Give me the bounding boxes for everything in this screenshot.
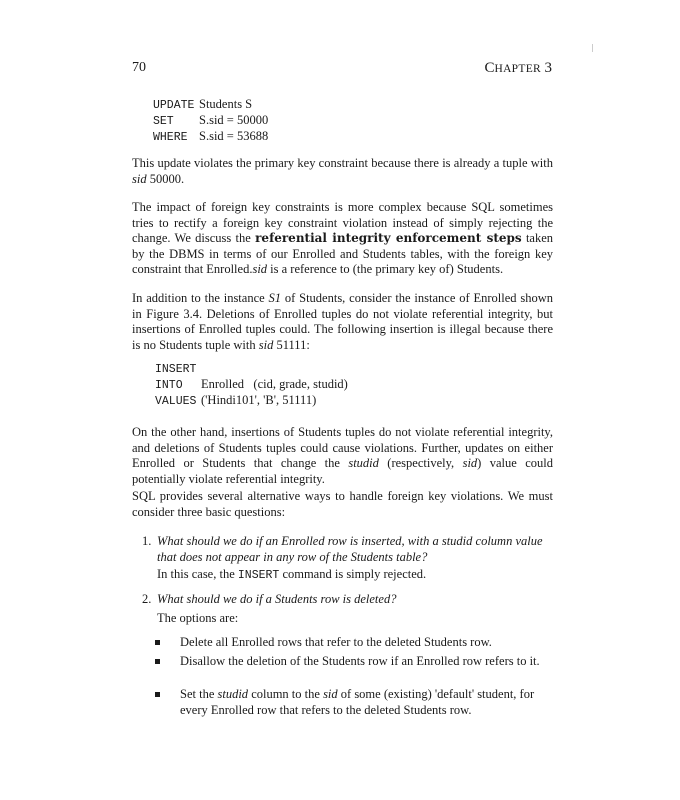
bullet-icon (155, 659, 160, 664)
answer-text: The options are: (157, 611, 239, 625)
book-page: 70 CHAPTER 3 UPDATE Students S SET S.sid = 50000 WHERE S.sid = 53688 This update violates the primary key constraint because there is already a tuple with sid 50000. The impact of foreign key constraints is more complex because SQL sometimes tries to rectify a foreign key constraint violation instead of simply rejecting the change. We discuss the referential integrity enforcement steps taken by the DBMS in terms of our Enrolled and Students tables, with the foreign key constraint that Enrolled.sid is a reference to (the primary key of) Students. In addition to the instance S1 of Students, consider the instance of Enrolled shown in Figure 3.4. Deletions of Enrolled tuples do not violate referential integrity, but insertions of Enrolled tuples could. The following insertion is illegal because there is no Students tuple with sid 51111: INSERT INTO Enrolled (cid, grade, studid) VALUES ('Hindi101', 'B', 51111) On the other hand, insertions of Students tuples do not violate referential integrity, and deletions of Students tuples could cause violations. Further, updates on either Enrolled or Students that change the studid (respectively, sid) value could potentially violate referential integrity. SQL provides several alternative ways to handle foreign key violations. We must consider three basic questions: 1. What should we do if an Enrolled row is inserted, with a studid column value that does not appear in any row of the Students table? In this case, the INSERT command is simply rejected. 2. What should we do if a Students row is deleted? The options are: Delete all Enrolled rows that refer to the deleted Students row. Disallow the deletion of the Students row if an Enrolled row refers to it. Set the studid column to the sid of some (existing) 'default' student, for every Enrolled row that refers to the deleted Students row. (0, 0, 680, 800)
update-code-block (153, 96, 268, 144)
running-header (132, 60, 552, 80)
bullet-icon (155, 692, 160, 697)
paragraph-3: In addition to the instance S1 of Students, consider the instance of Enrolled shown in Figure 3.4. Deletions of Enrolled tuples do not violate referential integrity, but insertions of Enrolled tuples could. The following insertion is illegal because there is no Students tuple with sid 51111: (132, 291, 553, 352)
code-line: SET S.sid = 50000 (153, 113, 269, 128)
page-number: 70 (132, 60, 146, 75)
bold-term: referential integrity enforcement steps (255, 231, 522, 246)
insert-code-block (155, 360, 348, 408)
code-line: INTO Enrolled (cid, grade, studid) (155, 377, 348, 392)
paragraph-1: This update violates the primary key constraint because there is already a tuple with sid 50000. (132, 156, 553, 186)
answer-text: In this case, the INSERT command is simply rejected. (157, 567, 427, 582)
paragraph-2: The impact of foreign key constraints is more complex because SQL sometimes tries to rectify a foreign key constraint violation instead of simply rejecting the change. We discuss the referential integrity enforcement steps taken by the DBMS in terms of our Enrolled and Students tables, with the foreign key constraint that Enrolled.sid is a reference to (the primary key of) Students. (132, 200, 554, 277)
code-line: VALUES ('Hindi101', 'B', 51111) (155, 393, 317, 408)
question-text: What should we do if an Enrolled row is inserted, with a studid column value that does not appear in any row of the Students table? (157, 534, 543, 564)
question-text: What should we do if a Students row is deleted? (157, 592, 397, 606)
code-line: UPDATE Students S (153, 97, 253, 112)
paragraph-4: On the other hand, insertions of Students tuples do not violate referential integrity, and deletions of Students tuples could cause violations. Further, updates on either Enrolled or Students that change the studid (respectively, sid) value could potentially violate referential integrity. (132, 425, 553, 486)
code-line: INSERT (155, 363, 197, 376)
paragraph-5: SQL provides several alternative ways to handle foreign key violations. We must consider three basic questions: (132, 489, 553, 519)
code-line: WHERE S.sid = 53688 (153, 129, 269, 144)
scan-mark (592, 44, 595, 52)
bullet-icon (155, 640, 160, 645)
chapter-label: CHAPTER 3 (484, 60, 552, 76)
